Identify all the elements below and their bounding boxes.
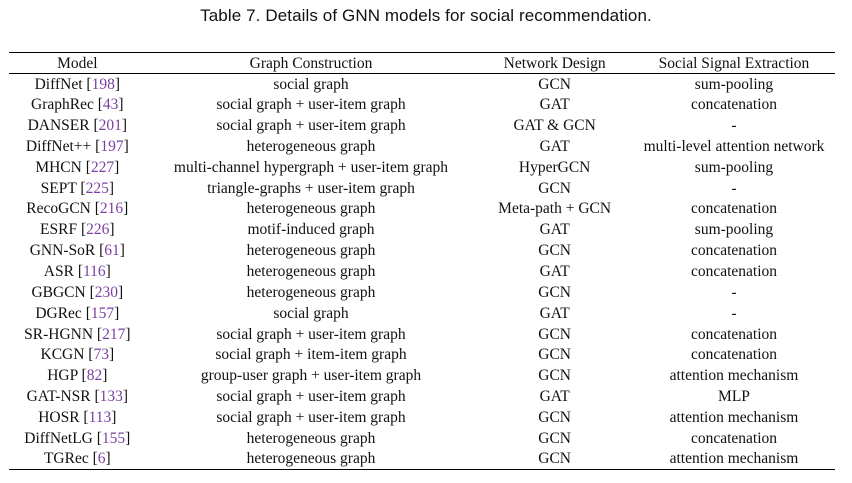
citation-link[interactable]: 133 (99, 388, 123, 406)
cell-network-design: HyperGCN (518, 158, 591, 176)
cell-graph-construction: social graph + user-item graph (216, 408, 406, 426)
cell-graph-construction: heterogeneous graph (146, 449, 477, 470)
cell-network-design: GAT (539, 388, 570, 406)
citation-link[interactable]: 155 (101, 429, 126, 447)
table-row (9, 344, 835, 365)
cell-graph-construction: social graph (273, 304, 349, 322)
cell-social-signal-extraction: concatenation (690, 242, 778, 260)
cell-social-signal-extraction: concatenation (690, 96, 778, 114)
cell-social-signal-extraction: sum-pooling (694, 158, 774, 176)
cell-graph-construction: social graph (273, 75, 349, 93)
cell-social-signal-extraction: sum-pooling (694, 75, 774, 93)
cell-graph-construction: social graph + item-item graph (215, 346, 407, 364)
cell-graph-construction: social graph + user-item graph (216, 96, 406, 114)
cell-model: GraphRec [43] (31, 96, 124, 114)
model-name: DiffNet (34, 75, 83, 93)
cell-graph-construction: social graph + user-item graph (216, 117, 406, 135)
model-name: DiffNet++ (25, 137, 92, 155)
cell-graph-construction: group-user graph + user-item graph (200, 367, 422, 385)
cell-social-signal-extraction: concatenation (690, 429, 778, 447)
table-row (9, 303, 835, 324)
cell-social-signal-extraction: concatenation (690, 346, 778, 364)
cell-graph-construction: heterogeneous graph (246, 200, 376, 218)
cell-model: ASR [116] (43, 263, 111, 281)
header-model: Model (9, 53, 146, 74)
cell-network-design: GCN (538, 325, 571, 343)
model-name: DANSER (27, 117, 90, 135)
citation-link[interactable]: 226 (86, 221, 110, 239)
cell-model: SEPT [225] (40, 179, 114, 197)
cell-social-signal-extraction: multi-level attention network (643, 137, 825, 155)
model-name: TGRec (43, 450, 89, 468)
cell-network-design: GCN (538, 75, 571, 93)
citation-link[interactable]: 6 (97, 450, 106, 468)
cell-network-design: GAT & GCN (513, 117, 596, 135)
cell-social-signal-extraction: attention mechanism (633, 449, 835, 470)
cell-social-signal-extraction: attention mechanism (669, 408, 799, 426)
citation-link[interactable]: 82 (86, 367, 103, 385)
citation-link[interactable]: 113 (88, 408, 112, 426)
cell-network-design: GCN (538, 346, 571, 364)
table-row (9, 365, 835, 386)
cell-social-signal-extraction: - (731, 117, 737, 135)
citation-link[interactable]: 225 (85, 179, 109, 197)
cell-model: TGRec [6] (9, 449, 146, 470)
model-name: GBGCN (31, 283, 86, 301)
cell-network-design: GAT (539, 304, 570, 322)
cell-social-signal-extraction: attention mechanism (669, 367, 799, 385)
citation-link[interactable]: 61 (104, 242, 120, 260)
model-name: HOSR (38, 408, 80, 426)
cell-model: HOSR [113] (38, 408, 117, 426)
model-name: KCGN (40, 346, 85, 364)
model-name: ESRF (40, 221, 78, 239)
header-graph-construction: Graph Construction (146, 53, 477, 74)
cell-network-design: GCN (538, 408, 571, 426)
model-name: GAT-NSR (26, 388, 91, 406)
cell-network-design: Meta-path + GCN (498, 200, 612, 218)
cell-graph-construction: heterogeneous graph (246, 242, 376, 260)
cell-graph-construction: heterogeneous graph (246, 137, 376, 155)
table-row (9, 74, 835, 95)
model-name: SR-HGNN (24, 325, 94, 343)
cell-network-design: GAT (539, 221, 570, 239)
citation-link[interactable]: 227 (90, 158, 115, 176)
cell-model: RecoGCN [216] (26, 200, 129, 218)
gnn-social-recommendation-table (9, 52, 835, 470)
cell-network-design: GCN (538, 242, 571, 260)
cell-network-design: GCN (538, 283, 571, 301)
cell-social-signal-extraction: - (731, 179, 737, 197)
model-name: DGRec (35, 304, 82, 322)
table-row (9, 199, 835, 220)
model-name: ASR (43, 263, 74, 281)
table-row (9, 324, 835, 345)
table-row (9, 240, 835, 261)
citation-link[interactable]: 230 (94, 283, 119, 301)
model-name: MHCN (35, 158, 82, 176)
cell-model: KCGN [73] (40, 346, 115, 364)
cell-model: DANSER [201] (27, 117, 128, 135)
cell-network-design: GAT (539, 137, 570, 155)
cell-model: DiffNet++ [197] (25, 137, 129, 155)
cell-model: GBGCN [230] (31, 283, 124, 301)
cell-social-signal-extraction: - (731, 283, 737, 301)
cell-social-signal-extraction: concatenation (690, 263, 778, 281)
model-name: RecoGCN (26, 200, 91, 218)
table-row (9, 136, 835, 157)
cell-model: GAT-NSR [133] (26, 388, 129, 406)
cell-model: DiffNetLG [155] (24, 429, 131, 447)
citation-link[interactable]: 73 (93, 346, 109, 364)
citation-link[interactable]: 216 (99, 200, 124, 218)
cell-social-signal-extraction: concatenation (690, 325, 778, 343)
cell-social-signal-extraction: MLP (718, 388, 750, 406)
citation-link[interactable]: 198 (91, 75, 115, 93)
cell-model: MHCN [227] (35, 158, 120, 176)
cell-model: ESRF [226] (40, 221, 115, 239)
model-name: HGP (47, 367, 78, 385)
cell-model: DGRec [157] (35, 304, 120, 322)
cell-network-design: GCN (538, 429, 571, 447)
table-row (9, 261, 835, 282)
cell-graph-construction: social graph + user-item graph (216, 388, 406, 406)
cell-network-design: GCN (476, 449, 633, 470)
cell-social-signal-extraction: sum-pooling (694, 221, 774, 239)
table-row (9, 282, 835, 303)
cell-graph-construction: heterogeneous graph (246, 263, 376, 281)
cell-graph-construction: heterogeneous graph (246, 429, 376, 447)
cell-network-design: GAT (539, 96, 570, 114)
table-row (9, 219, 835, 240)
table-row (9, 407, 835, 428)
table-row (9, 386, 835, 407)
cell-graph-construction: heterogeneous graph (246, 283, 376, 301)
table-caption: Table 7. Details of GNN models for social recommendation. (200, 6, 652, 25)
table-row (9, 157, 835, 178)
header-social-signal-extraction: Social Signal Extraction (633, 53, 835, 74)
table-row (9, 449, 835, 470)
header-network-design: Network Design (476, 53, 633, 74)
cell-graph-construction: social graph + user-item graph (216, 325, 406, 343)
citation-link[interactable]: 43 (102, 96, 119, 114)
cell-model: GNN-SoR [61] (29, 242, 125, 260)
table-row (9, 178, 835, 199)
citation-link[interactable]: 197 (100, 137, 124, 155)
model-name: GNN-SoR (29, 242, 96, 260)
citation-link[interactable]: 116 (82, 263, 106, 281)
cell-graph-construction: motif-induced graph (247, 221, 375, 239)
cell-social-signal-extraction: - (731, 304, 737, 322)
table-row (9, 115, 835, 136)
model-name: DiffNetLG (24, 429, 93, 447)
cell-model: SR-HGNN [217] (24, 325, 131, 343)
table-row (9, 428, 835, 449)
cell-network-design: GAT (539, 263, 570, 281)
cell-model: DiffNet [198] (34, 75, 121, 93)
model-name: GraphRec (31, 96, 94, 114)
table-row (9, 94, 835, 115)
cell-graph-construction: triangle-graphs + user-item graph (207, 179, 415, 197)
cell-graph-construction: multi-channel hypergraph + user-item graph (173, 158, 449, 176)
header-row (9, 53, 835, 74)
citation-link[interactable]: 217 (102, 325, 126, 343)
cell-model: HGP [82] (47, 367, 108, 385)
cell-network-design: GCN (538, 179, 571, 197)
citation-link[interactable]: 157 (90, 304, 115, 322)
model-name: SEPT (40, 179, 77, 197)
citation-link[interactable]: 201 (98, 117, 122, 135)
cell-network-design: GCN (538, 367, 571, 385)
cell-social-signal-extraction: concatenation (690, 200, 778, 218)
